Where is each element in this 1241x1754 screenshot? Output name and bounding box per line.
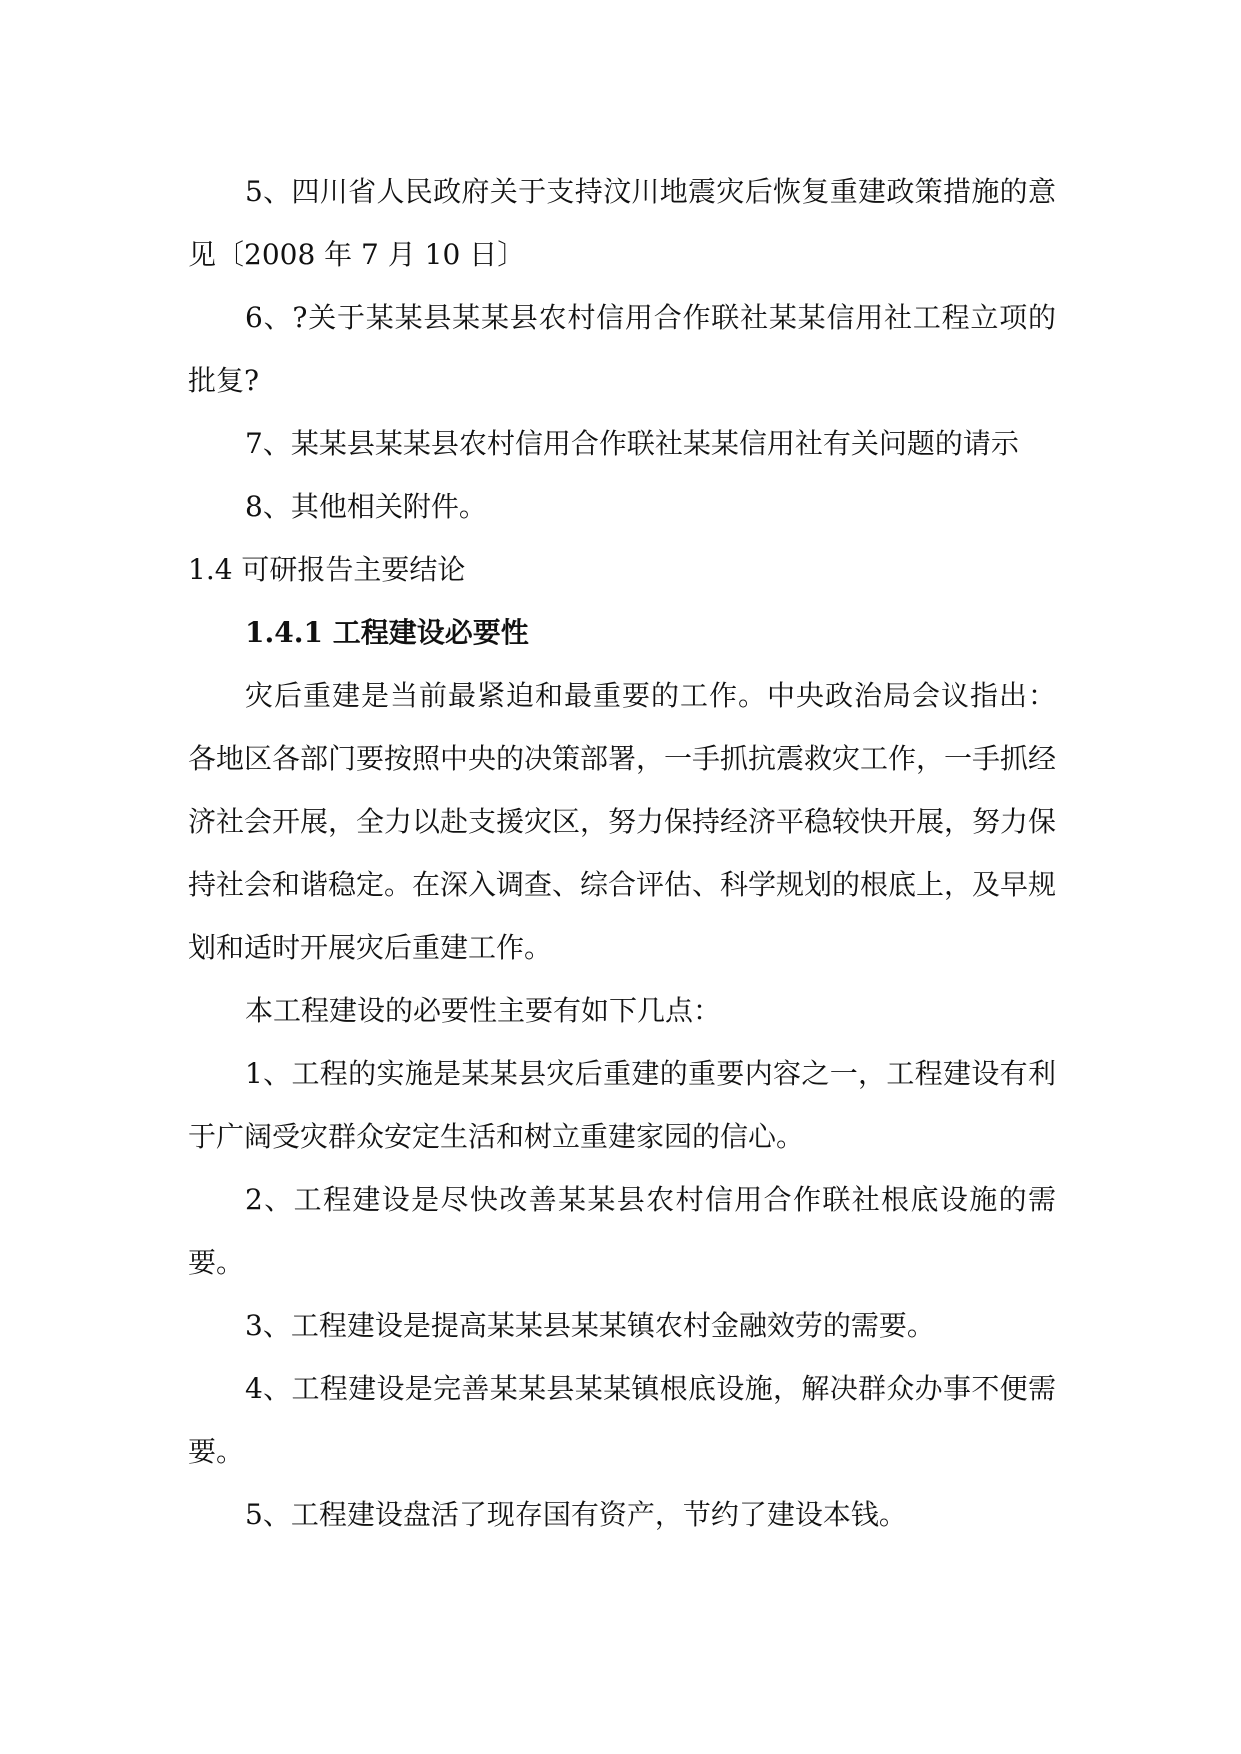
- list-item-basis-5: 5、四川省人民政府关于支持汶川地震灾后恢复重建政策措施的意见〔2008 年 7 月 10 日〕: [188, 175, 1056, 271]
- list-item-basis-7: 7、某某县某某县农村信用合作联社某某信用社有关问题的请示: [245, 427, 1019, 460]
- subsection-heading: 1.4.1 工程建设必要性: [245, 616, 529, 649]
- list-item-basis-6: 6、?关于某某县某某县农村信用合作联社某某信用社工程立项的批复?: [188, 301, 1056, 397]
- list-item-basis-8: 8、其他相关附件。: [245, 490, 487, 523]
- section-heading: 1.4 可研报告主要结论: [188, 553, 466, 586]
- paragraph-reconstruction: 灾后重建是当前最紧迫和最重要的工作。中央政治局会议指出：各地区各部门要按照中央的决策部署，一手抓抗震救灾工作，一手抓经济社会开展，全力以赴支援灾区，努力保持经济平稳较快开展，努力保持社会和谐稳定。在深入调查、综合评估、科学规划的根底上，及早规划和适时开展灾后重建工作。: [188, 679, 1057, 964]
- list-item-necessity-3: 3、工程建设是提高某某县某某镇农村金融效劳的需要。: [245, 1309, 935, 1342]
- list-item-necessity-1: 1、工程的实施是某某县灾后重建的重要内容之一，工程建设有利于广阔受灾群众安定生活和树立重建家园的信心。: [188, 1057, 1056, 1153]
- list-item-necessity-4: 4、工程建设是完善某某县某某镇根底设施，解决群众办事不便需要。: [188, 1372, 1056, 1468]
- list-item-necessity-5: 5、工程建设盘活了现存国有资产，节约了建设本钱。: [245, 1498, 907, 1531]
- document-body: [188, 160, 1056, 1546]
- paragraph-necessity-intro: 本工程建设的必要性主要有如下几点：: [245, 994, 722, 1027]
- list-item-necessity-2: 2、工程建设是尽快改善某某县农村信用合作联社根底设施的需要。: [188, 1183, 1056, 1279]
